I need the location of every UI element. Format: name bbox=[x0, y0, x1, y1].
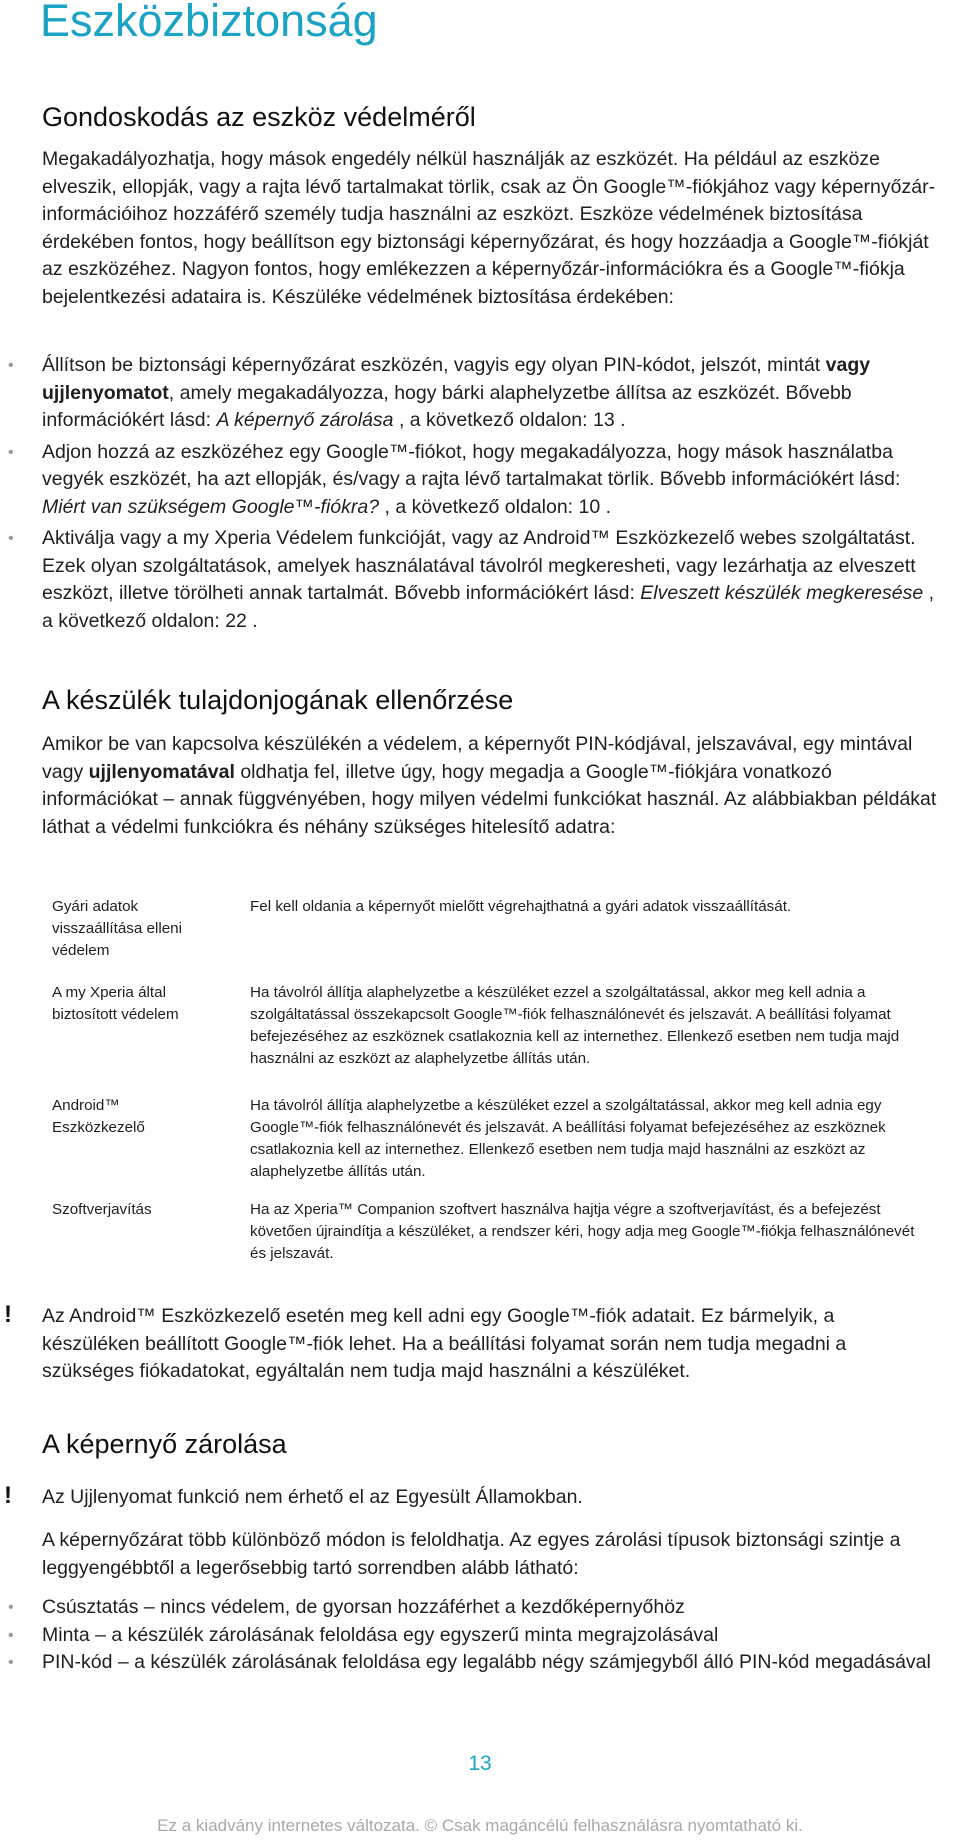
list-item: • Aktiválja vagy a my Xperia Védelem funkcióját, vagy az Android™ Eszközkezelő webes szolgáltatást. Ezek olyan szolgáltatások, amelyek használatával távolról megkeresheti, vagy lezárhatja az elveszett eszközt, illetve törölheti annak tartalmát. Bővebb információkért lásd: Elveszett készülék megkeresése , a következő oldalon: 22 . bbox=[8, 527, 935, 632]
table-cell-description: Fel kell oldania a képernyőt mielőtt végrehajthatná a gyári adatok visszaállítását. bbox=[250, 898, 792, 915]
bullet-icon: • bbox=[8, 530, 14, 547]
note-text: Az Android™ Eszközkezelő esetén meg kell adni egy Google™-fiók adatait. Ez bármelyik, a készüléken beállított Google™-fiók lehet. Ha a beállítási folyamat során nem tudja megadni a szükséges fiókadatokat, egyáltalán nem tudja majd használni a készüléket. bbox=[42, 1305, 847, 1382]
table-cell-feature: Gyári adatok visszaállítása elleni védelem bbox=[52, 898, 182, 959]
section-heading-device-protection: Gondoskodás az eszköz védelméről bbox=[42, 102, 476, 132]
table-row bbox=[52, 1095, 932, 1199]
protection-bullet-list bbox=[8, 352, 937, 639]
protection-features-table bbox=[52, 896, 932, 1269]
table-row bbox=[52, 896, 932, 982]
table-cell-description: Ha távolról állítja alaphelyzetbe a készüléket ezzel a szolgáltatással, akkor meg kell adnia a szolgáltatással összekapcsolt Google™-fiók felhasználónevét és jelszavát. A beállítási folyamat befejezéséhez az eszköznek csatlakoznia kell az internethez. Ellenkező esetben nem tudja majd használni az eszközt az alaphelyzetbe állítás után. bbox=[250, 984, 900, 1067]
table-cell-description: Ha távolról állítja alaphelyzetbe a készüléket ezzel a szolgáltatással, akkor meg kell adnia egy Google™-fiók felhasználónevét és jelszavát. A beállítási folyamat befejezéséhez az eszköznek csatlakoznia kell az internethez. Ellenkező esetben nem tudja majd használni az eszközt az alaphelyzetbe állítás után. bbox=[250, 1097, 886, 1180]
bullet-icon: • bbox=[8, 1599, 14, 1616]
section-intro-paragraph: Amikor be van kapcsolva készülékén a védelem, a képernyőt PIN-kódjával, jelszavával, egy mintával vagy ujjlenyomatával oldhatja fel, illetve úgy, hogy megadja a Google™-fiókjára vonatkozó információkat – annak függvényében, hogy milyen védelmi funkciókat használ. Az alábbiakban példákat láthat a védelmi funkciókra és néhány szükséges hitelesítő adatra: bbox=[42, 733, 937, 838]
page-title: Eszközbiztonság bbox=[40, 0, 378, 46]
exclamation-icon: ! bbox=[4, 1482, 12, 1509]
list-item: • Csúsztatás – nincs védelem, de gyorsan hozzáférhet a kezdőképernyőhöz bbox=[42, 1594, 937, 1622]
bullet-icon: • bbox=[8, 357, 14, 374]
note-android-device-manager bbox=[4, 1301, 937, 1386]
exclamation-icon: ! bbox=[4, 1301, 12, 1328]
footer-note: Ez a kiadvány internetes változata. © Csak magáncélú felhasználásra nyomtatható ki. bbox=[157, 1816, 803, 1835]
table-cell-feature: Szoftverjavítás bbox=[52, 1201, 152, 1218]
table-cell-description: Ha az Xperia™ Companion szoftvert használva hajtja végre a szoftverjavítást, és a befejezést követően újraindítja a készüléket, a rendszer kéri, hogy adja meg Google™-fiókja felhasználónevét és jelszavát. bbox=[250, 1201, 915, 1262]
section-heading-screen-lock: A képernyő zárolása bbox=[42, 1429, 287, 1459]
table-cell-feature: A my Xperia által biztosított védelem bbox=[52, 984, 179, 1023]
table-row bbox=[52, 982, 932, 1095]
bullet-icon: • bbox=[8, 443, 14, 461]
lock-types-list bbox=[8, 1594, 937, 1677]
bullet-icon: • bbox=[8, 1654, 14, 1671]
list-item: • PIN-kód – a készülék zárolásának feloldása egy legalább négy számjegyből álló PIN-kód megadásával bbox=[42, 1649, 937, 1677]
table-row bbox=[52, 1199, 932, 1269]
note-fingerprint bbox=[4, 1482, 937, 1512]
list-item: • Adjon hozzá az eszközéhez egy Google™-fiókot, hogy megakadályozza, hogy mások használatba vegyék eszközét, ha azt ellopják, és/vagy a rajta lévő tartalmakat törlik. Bővebb információkért lásd: Miért van szükségem Google™-fiókra? , a következő oldalon: 10 . bbox=[8, 440, 901, 518]
link-screen-lock[interactable]: A képernyő zárolása bbox=[216, 409, 394, 431]
note-text: Az Ujjlenyomat funkció nem érhető el az Egyesült Államokban. bbox=[42, 1486, 583, 1508]
link-google-account[interactable]: Miért van szükségem Google™-fiókra? bbox=[42, 495, 380, 518]
link-find-lost-device[interactable]: Elveszett készülék megkeresése bbox=[640, 582, 924, 604]
section-heading-ownership: A készülék tulajdonjogának ellenőrzése bbox=[42, 685, 514, 715]
section-intro-paragraph: A képernyőzárat több különböző módon is feloldhatja. Az egyes zárolási típusok biztonsági szintje a leggyengébbtől a legerősebbig tartó sorrendben alább látható: bbox=[42, 1529, 901, 1579]
page-number: 13 bbox=[468, 1752, 492, 1775]
bullet-icon: • bbox=[8, 1626, 14, 1644]
list-item: • Minta – a készülék zárolásának feloldása egy egyszerű minta megrajzolásával bbox=[42, 1622, 937, 1650]
table-cell-feature: Android™ Eszközkezelő bbox=[52, 1097, 145, 1136]
list-item: • Állítson be biztonsági képernyőzárat eszközén, vagyis egy olyan PIN-kódot, jelszót, mintát vagy ujjlenyomatot, amely megakadályozza, hogy bárki alaphelyzetbe állítsa az eszközét. Bővebb információkért lásd: A képernyő zárolása , a következő oldalon: 13 . bbox=[8, 354, 871, 431]
section-intro-paragraph: Megakadályozhatja, hogy mások engedély nélkül használják az eszközét. Ha például az eszköze elveszik, ellopják, vagy a rajta lévő tartalmakat törlik, csak az Ön Google™-fiókjához vagy képernyőzár-információihoz hozzáférő személy tudja használni az eszközt. Eszköze védelmének biztosítása érdekében fontos, hogy beállítson egy biztonsági képernyőzárat, és hogy hozzáadja a Google™-fiókját az eszközéhez. Nagyon fontos, hogy emlékezzen a képernyőzár-információkra és a Google™-fiókja bejelentkezési adataira is. Készüléke védelmének biztosítása érdekében: bbox=[42, 148, 936, 308]
